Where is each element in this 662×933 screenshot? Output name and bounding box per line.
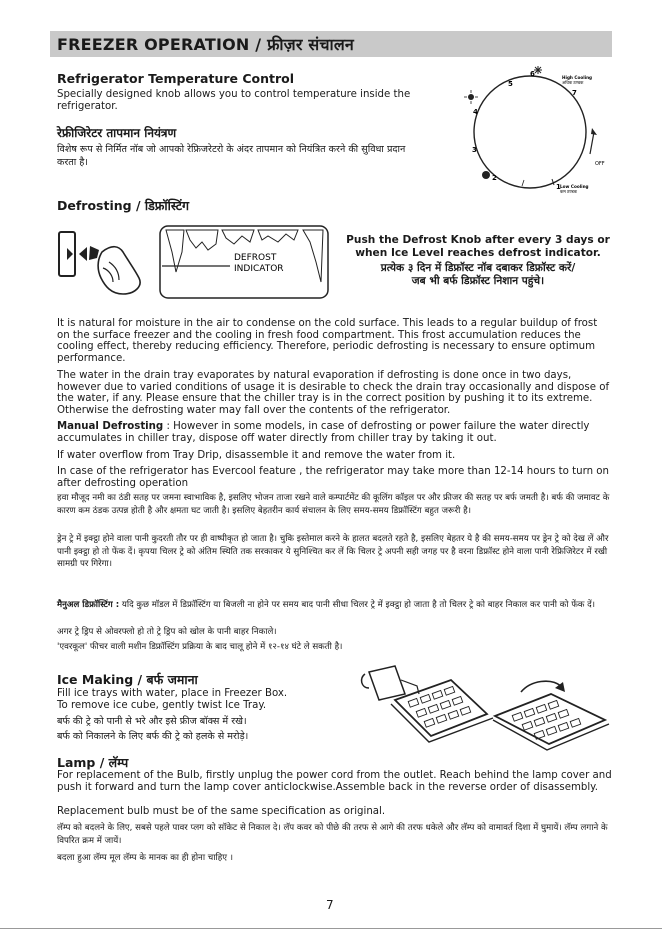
knob-number-5: 5 <box>508 80 513 88</box>
push-instruction-hindi-line2: जब भी बर्फ डिफ्रॉस्ट निशान पहुंचे। <box>411 275 545 287</box>
push-direction-icon <box>89 246 99 260</box>
ice-making-heading: Ice Making / बर्फ जमाना <box>57 672 198 687</box>
defrost-indicator-illustration <box>158 222 333 302</box>
dot-icon <box>482 171 490 179</box>
page-number: 7 <box>326 898 334 912</box>
knob-number-7: 7 <box>572 89 577 97</box>
defrost-paragraph-5: In case of the refrigerator has Evercool feature , the refrigerator may take more than 12-14 hours to turn on after defrosting operation <box>57 466 609 489</box>
lamp-hindi-line1: लॅम्प को बदलने के लिए, सबसे पहले पावर प्लग को सॉकेट से निकाल दे। लॅप कवर को पीछे की तरफ से आगे की तरफ धकेले और लॅम्प को वामावर्त दिशा में घुमायें। लॅम्प लगाने के विपरित क्रम में जायें। <box>57 823 608 846</box>
off-label: OFF <box>595 161 605 167</box>
defrost-hindi-paragraph-4: अगर ट्रे ड्रिप से ओवरफ्लो हो तो ट्रे ड्रिप को खोल के पानी बाहर निकाले। <box>57 627 277 637</box>
manual-defrosting-text-hindi: यदि कुछ मॉडल में डिफ्रॉस्टिंग या बिजली ना होने पर समय बाद पानी सीधा चिलर ट्रे में इक्ट्ठा हो जाता है तो चिलर ट्रे को बाहर निकाल कर पानी को फेंक दें। <box>119 600 596 610</box>
lamp-paragraph-1: For replacement of the Bulb, firstly unplug the power cord from the outlet. Reach behind the lamp cover and push it forward and turn the lamp cover anticlockwise.Assemble back in the reverse order of disassembly. <box>57 770 612 793</box>
defrost-hindi-paragraph-1: हवा मौजूद नमी का ठंडी सतह पर जमना स्वाभाविक है, इसलिए भोजन ताजा रखने वाले कम्पार्टमेंट की कूलिंग कॉइल पर और फ्रीजर की सतह पर बर्फ जमती है। बर्फ की जमावट के कारण कम ठंडक उत्पन्न होती है और क्षमता घट जाती है। इसलिए बेहतरीन कार्य संचालन के लिए समय-समय डिफ्रॉस्टिंग बहुत जरूरी है। <box>57 493 610 516</box>
manual-defrosting-label: Manual Defrosting <box>57 421 164 432</box>
ice-tray-illustration <box>355 660 617 758</box>
temperature-knob-diagram <box>440 62 620 197</box>
push-knob-illustration <box>57 222 167 302</box>
low-cooling-label-hindi: कम ठण्डक <box>560 189 577 194</box>
knob-number-2: 2 <box>492 174 497 182</box>
defrost-paragraph-manual <box>57 421 612 444</box>
ice-making-hindi-line1: बर्फ की ट्रे को पानी से भरे और इसे फ्रीज बॉक्स में रखे। <box>57 716 247 727</box>
low-cooling-label: Low Cooling <box>560 184 589 189</box>
defrost-paragraph-1: It is natural for moisture in the air to condense on the cold surface. This leads to a regular buildup of frost on the surface freezer and the cooling in fresh food compartment. This frost accumulation reduces the cooling effect, thereby reducing efficiency. Therefore, periodic defrosting is necessary to ensure optimum performance. <box>57 318 598 364</box>
temp-control-body: Specially designed knob allows you to control temperature inside the refrigerator. <box>57 89 411 112</box>
temp-control-heading-hindi: रेफ्रीजिरेटर तापमान नियंत्रण <box>57 126 177 140</box>
ice-making-line1: Fill ice trays with water, place in Freezer Box. <box>57 688 288 699</box>
high-cooling-label: High Cooling <box>562 75 593 80</box>
manual-defrosting-label-hindi: मैनुअल डिफ्रॉस्टिंग : <box>57 600 120 610</box>
knob-number-4: 4 <box>473 108 478 116</box>
defrost-hindi-paragraph-manual <box>57 599 612 612</box>
knob-number-6: 6 <box>530 70 535 78</box>
knob-arrow-icon <box>67 248 73 260</box>
knob-number-3: 3 <box>472 146 477 154</box>
temp-control-body-hindi: विशेष रूप से निर्मित नॉब जो आपको रेफ्रिजरेटरो के अंदर तापमान को नियंत्रित करने की सुविधा प्रदान करता है। <box>57 144 406 168</box>
push-defrost-instruction <box>340 234 616 288</box>
defrost-hindi-paragraph-5: 'एवरकूल' फीचर वाली मशीन डिफ्रॉस्टिंग प्रक्रिया के बाद चालू होने में १२-१४ घंटे ले सकती है। <box>57 642 343 652</box>
star-icon <box>534 66 542 74</box>
push-instruction-hindi-line1: प्रत्येक ३ दिन में डिफ्रॉस्ट नॉब दबाकर डिफ्रॉस्ट करें/ <box>380 262 576 274</box>
knob-number-1: 1 <box>556 183 561 191</box>
push-instruction-line1: Push the Defrost Knob after every 3 days or <box>346 234 610 246</box>
arrow-head-icon <box>591 128 597 135</box>
ice-tray-left <box>391 680 493 742</box>
defrost-indicator-label-line2: INDICATOR <box>234 264 284 274</box>
defrost-indicator-label-line1: DEFROST <box>234 253 277 263</box>
lamp-paragraph-2: Replacement bulb must be of the same specification as original. <box>57 806 386 817</box>
defrost-hindi-paragraph-2: ड्रेन ट्रे में इक्ट्ठा होने वाला पानी कुदरती तौर पर ही वाष्पीकृत हो जाता है। चुकि इस्तेमाल करने के हालत बदलते रहते है, इसलिए बेहतर ये है की समय-समय पर ड्रेन ट्रे को देख लें और पानी इक्ट्ठा हो तो फेंक दें। कृपया चिलर ट्रे को अंतिम स्थिति तक सरकाकर ये सुनिश्चित कर लें कि चिलर ट्रे अपनी सही जगह पर है वरना डिफ्रॉस्ट होने वाला पानी रेफ्रिजिरेटर में रखी सामग्री पर गिरेगा। <box>57 534 609 569</box>
ice-tray-right <box>493 694 609 750</box>
twist-arrow <box>521 681 561 692</box>
temp-control-heading: Refrigerator Temperature Control <box>57 71 295 86</box>
defrost-paragraph-2: The water in the drain tray evaporates by natural evaporation if defrosting is done once in two days, however due to varied conditions of usage it is desirable to check the drain tray occasionally and dispose of the water, if any. Please ensure that the chiller tray is in the correct position by pushing it to its extreme. Otherwise the defrosting water may fall over the contents of the refrigerator. <box>57 370 610 416</box>
direction-arrow <box>590 132 594 154</box>
low-temp-icon <box>464 90 478 104</box>
lamp-heading: Lamp / लॅम्प <box>57 755 129 770</box>
dial-tick <box>522 180 524 186</box>
footer-divider <box>0 928 662 929</box>
hand-icon <box>98 247 140 294</box>
page-title: FREEZER OPERATION / फ्रीज़र संचालन <box>57 35 355 54</box>
ice-making-line2: To remove ice cube, gently twist Ice Tray. <box>57 700 267 711</box>
push-arrow-icon <box>79 247 87 261</box>
defrosting-heading: Defrosting / डिफ्रॉस्टिंग <box>57 198 190 213</box>
high-cooling-label-hindi: अधिक ठण्डक <box>562 80 584 85</box>
push-instruction-line2: when Ice Level reaches defrost indicator. <box>355 247 601 259</box>
manual-defrosting-text: : However in some models, in case of defrosting or power failure the water directly accumulates in chiller tray, dispose off water directly from chiller tray by taking it out. <box>57 421 590 444</box>
defrost-paragraph-4: If water overflow from Tray Drip, disassemble it and remove the water from it. <box>57 450 456 461</box>
lamp-hindi-line2: बदला हुआ लॅम्प मूल लॅम्प के मानक का ही होना चाहिए । <box>57 853 233 863</box>
ice-making-hindi-line2: बर्फ को निकालने के लिए बर्फ की ट्रे को हलके से मरोड़े। <box>57 731 249 742</box>
